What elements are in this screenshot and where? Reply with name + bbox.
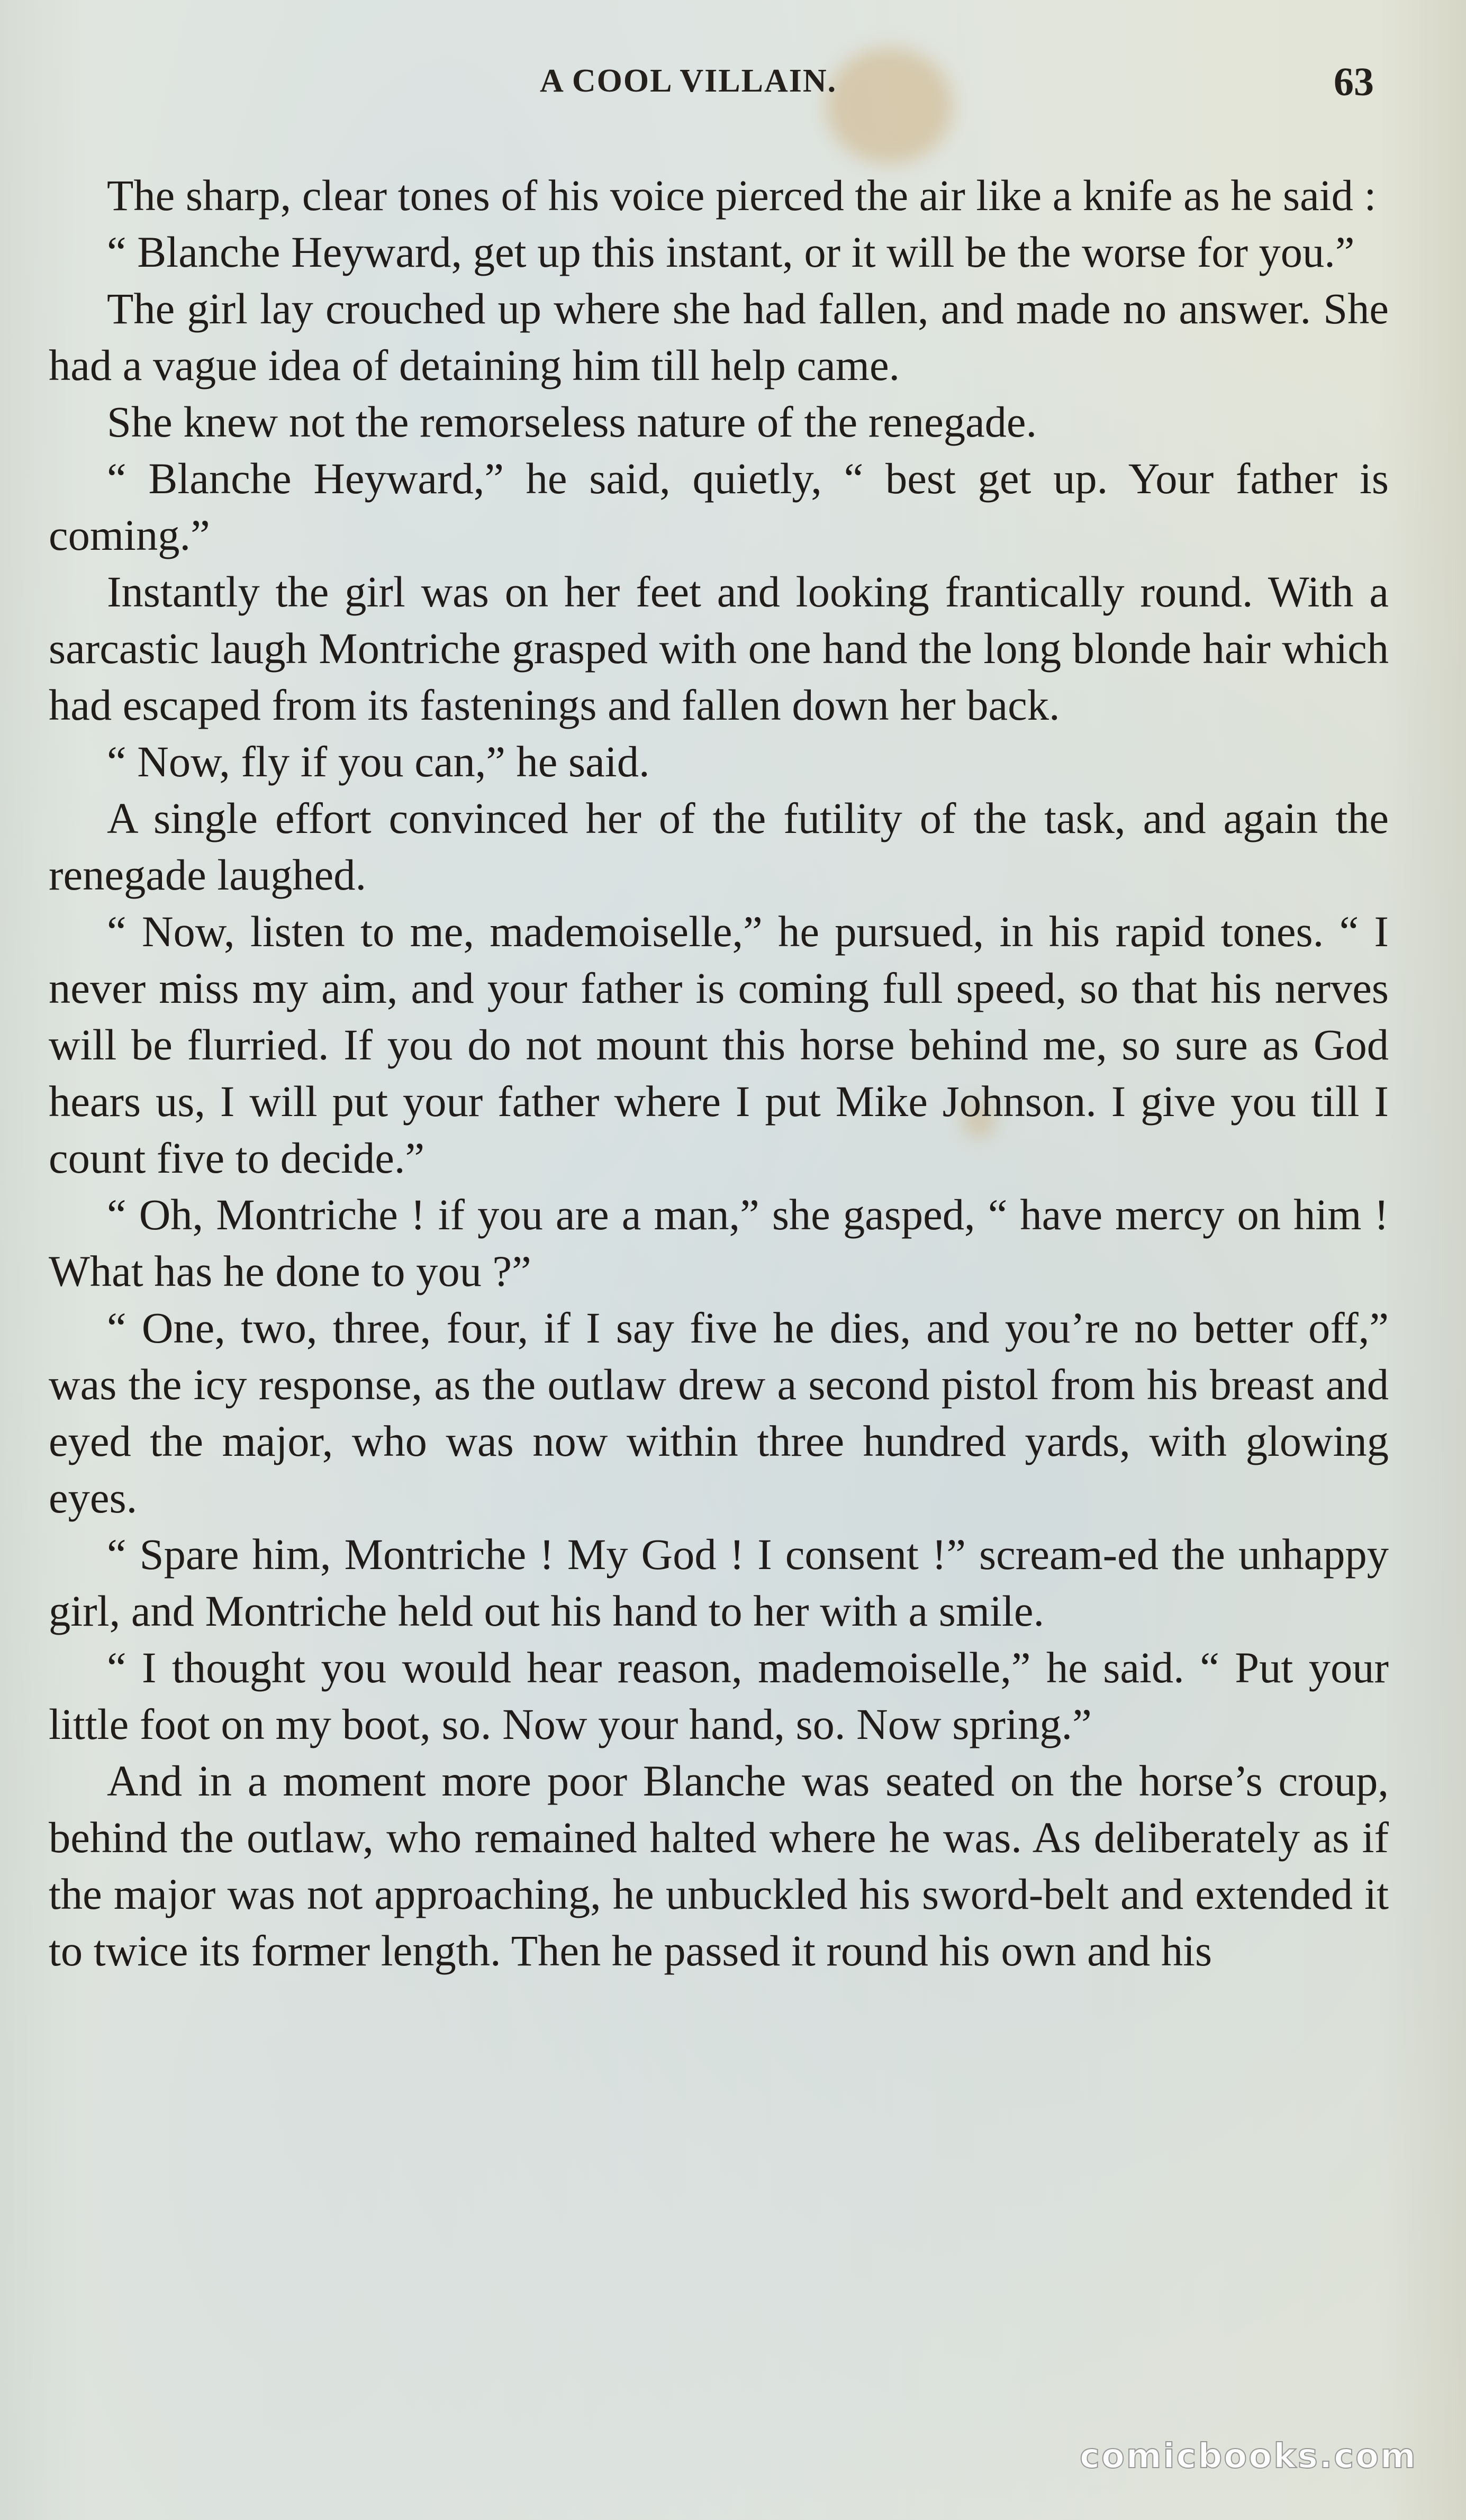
paragraph: “ Blanche Heyward,” he said, quietly, “ best get up. Your father is coming.”: [49, 454, 1389, 559]
paragraph: And in a moment more poor Blanche was seated on the horse’s croup, behind the outlaw, who remained halted where he was. As deliberately as if the major was not approaching, he unbuckled his sword-belt and extended it to twice its former length. Then he passed it round his own and his: [49, 1756, 1389, 1975]
paragraph: The girl lay crouched up where she had fallen, and made no answer. She had a vague idea of detaining him till help came.: [49, 284, 1389, 389]
paragraph: Instantly the girl was on her feet and looking frantically round. With a sarcastic laugh Montriche grasped with one hand the long blonde hair which had escaped from its fastenings and fallen down her back.: [49, 567, 1389, 729]
paragraph: A single effort convinced her of the futility of the task, and again the renegade laughed.: [49, 794, 1389, 899]
paragraph: “ Now, fly if you can,” he said.: [107, 737, 650, 786]
paragraph: The sharp, clear tones of his voice pierced the air like a knife as he said :: [107, 171, 1377, 220]
body-text: [49, 167, 1389, 1979]
paragraph: She knew not the remorseless nature of the renegade.: [107, 397, 1037, 446]
paragraph: “ Oh, Montriche ! if you are a man,” she gasped, “ have mercy on him ! What has he done to you ?”: [49, 1190, 1389, 1295]
page-number: 63: [1334, 60, 1374, 104]
paragraph: “ One, two, three, four, if I say five he dies, and you’re no better off,” was the icy response, as the outlaw drew a second pistol from his breast and eyed the major, who was now within three hundred yards, with glowing eyes.: [49, 1303, 1389, 1522]
paragraph: “ Spare him, Montriche ! My God ! I consent !” scream-ed the unhappy girl, and Montriche held out his hand to her with a smile.: [49, 1530, 1389, 1635]
paragraph: “ I thought you would hear reason, mademoiselle,” he said. “ Put your little foot on my boot, so. Now your hand, so. Now spring.”: [49, 1643, 1389, 1748]
running-header: A COOL VILLAIN.: [540, 63, 837, 99]
paragraph: “ Blanche Heyward, get up this instant, or it will be the worse for you.”: [107, 228, 1355, 276]
foxing-stain: [826, 48, 953, 164]
watermark: comicbooks.com: [1080, 2437, 1417, 2476]
paragraph: “ Now, listen to me, mademoiselle,” he pursued, in his rapid tones. “ I never miss my aim, and your father is coming full speed, so that his nerves will be flurried. If you do not mount this horse behind me, so sure as God hears us, I will put your father where I put Mike Johnson. I give you till I count five to decide.”: [49, 907, 1389, 1182]
